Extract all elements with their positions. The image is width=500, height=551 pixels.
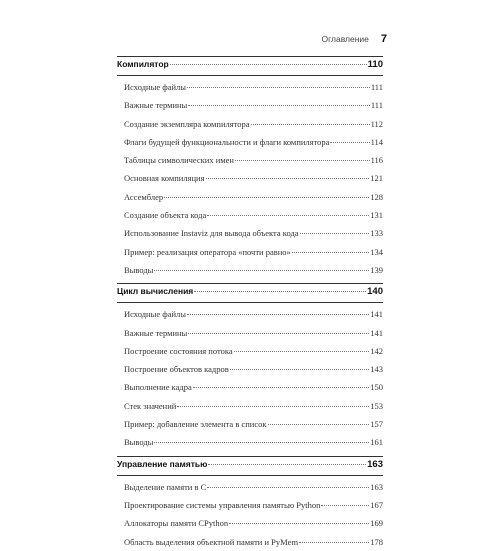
entry-page: 153: [370, 400, 383, 411]
running-head: [321, 33, 387, 45]
toc-chapter[interactable]: [117, 56, 383, 76]
dot-leader: [177, 406, 369, 407]
entry-page: 131: [370, 210, 383, 221]
entry-page: 111: [370, 82, 383, 92]
dot-leader: [268, 424, 370, 425]
entry-page: 157: [370, 419, 383, 430]
dot-leader: [188, 105, 370, 106]
dot-leader: [194, 291, 366, 292]
toc-entry[interactable]: [117, 78, 383, 96]
chapter-page: 110: [367, 59, 383, 70]
dot-leader: [330, 142, 369, 143]
entry-label: Выводы: [124, 264, 154, 275]
chapter-title: Цикл вычисления: [117, 286, 194, 297]
toc-entry[interactable]: [117, 206, 383, 224]
toc-chapter[interactable]: [117, 456, 383, 476]
toc-entry[interactable]: [117, 514, 383, 532]
dot-leader: [234, 351, 370, 352]
toc-entry[interactable]: [117, 224, 383, 242]
toc-entry[interactable]: [117, 96, 383, 114]
dot-leader: [251, 124, 370, 125]
dot-leader: [235, 160, 370, 161]
toc-entry[interactable]: [117, 188, 383, 206]
entry-label: Выполнение кадра: [124, 382, 192, 393]
entry-label: Создание объекта кода: [124, 210, 207, 221]
entry-label: Область выделения объектной памяти и PyMem: [124, 536, 299, 547]
entry-label: Использование Instaviz для вывода объекта кода: [124, 228, 299, 239]
entry-label: Аллокаторы памяти CPython: [124, 518, 229, 529]
dot-leader: [207, 487, 369, 488]
entry-page: 150: [370, 382, 383, 393]
table-of-contents: [117, 56, 383, 551]
toc-entry[interactable]: [117, 360, 383, 378]
entry-page: 163: [370, 481, 383, 492]
dot-leader: [208, 464, 366, 465]
entry-label: Таблицы символических имен: [124, 155, 234, 166]
toc-entry[interactable]: [117, 342, 383, 360]
entry-label: Выводы: [124, 437, 154, 448]
dot-leader: [300, 233, 370, 234]
toc-entry[interactable]: [117, 243, 383, 261]
entry-page: 141: [370, 327, 383, 338]
dot-leader: [164, 197, 369, 198]
dot-leader: [154, 442, 369, 443]
toc-entry[interactable]: [117, 324, 383, 342]
entry-label: Ассемблер: [124, 191, 164, 202]
entry-label: Создание экземпляра компилятора: [124, 118, 250, 129]
toc-entry[interactable]: [117, 115, 383, 133]
dot-leader: [229, 523, 369, 524]
toc-entry[interactable]: [117, 378, 383, 396]
toc-entry[interactable]: [117, 305, 383, 323]
entry-page: 111: [370, 100, 383, 111]
entry-page: 114: [370, 136, 383, 147]
entry-label: Исходные файлы: [124, 309, 186, 320]
running-head-title: Оглавление: [321, 34, 369, 44]
entry-page: 178: [370, 536, 383, 547]
entry-page: 141: [370, 309, 383, 320]
toc-entry[interactable]: [117, 496, 383, 514]
toc-entry[interactable]: [117, 433, 383, 451]
dot-leader: [207, 215, 369, 216]
dot-leader: [187, 87, 370, 88]
dot-leader: [193, 387, 370, 388]
entry-page: 161: [370, 437, 383, 448]
toc-entry[interactable]: [117, 415, 383, 433]
entry-page: 116: [370, 155, 383, 166]
entry-page: 112: [370, 118, 383, 129]
dot-leader: [154, 270, 369, 271]
page-number: 7: [380, 33, 387, 45]
entry-label: Построение объектов кадров: [124, 364, 229, 375]
chapter-page: 140: [367, 286, 383, 298]
dot-leader: [230, 369, 370, 370]
entry-label: Важные термины: [124, 327, 188, 338]
entry-page: 133: [370, 228, 383, 239]
entry-page: 121: [370, 173, 383, 184]
entry-label: Проектирование системы управления памятью Python: [124, 499, 321, 510]
entry-label: Пример: реализация оператора «почти равно»: [124, 246, 291, 257]
toc-entry[interactable]: [117, 151, 383, 169]
dot-leader: [321, 505, 369, 506]
toc-entry[interactable]: [117, 533, 383, 551]
entry-page: 128: [370, 191, 383, 202]
toc-entry[interactable]: [117, 261, 383, 279]
dot-leader: [299, 542, 369, 543]
entry-page: 142: [370, 345, 383, 356]
dot-leader: [188, 333, 369, 334]
entry-page: 167: [370, 499, 383, 510]
entry-label: Стек значений: [124, 400, 177, 411]
toc-entry[interactable]: [117, 169, 383, 187]
entry-page: 169: [370, 518, 383, 529]
dot-leader: [187, 314, 369, 315]
entry-page: 143: [370, 364, 383, 375]
entry-label: Основная компиляция: [124, 173, 205, 184]
toc-entry[interactable]: [117, 397, 383, 415]
dot-leader: [206, 178, 370, 179]
toc-entry[interactable]: [117, 478, 383, 496]
entry-label: Флаги будущей функциональности и флаги компилятора: [124, 136, 330, 147]
chapter-title: Компилятор: [117, 59, 169, 69]
dot-leader: [170, 64, 367, 65]
chapter-page: 163: [367, 458, 383, 470]
dot-leader: [292, 252, 369, 253]
toc-entry[interactable]: [117, 133, 383, 151]
entry-label: Важные термины: [124, 100, 188, 111]
chapter-title: Управление памятью: [117, 458, 208, 469]
entry-label: Пример: добавление элемента в список: [124, 419, 267, 430]
entry-page: 134: [370, 246, 383, 257]
entry-label: Построение состояния потока: [124, 345, 233, 356]
entry-label: Исходные файлы: [124, 82, 186, 92]
toc-chapter[interactable]: [117, 283, 383, 303]
entry-label: Выделение памяти в C: [124, 481, 207, 492]
entry-page: 139: [370, 264, 383, 275]
